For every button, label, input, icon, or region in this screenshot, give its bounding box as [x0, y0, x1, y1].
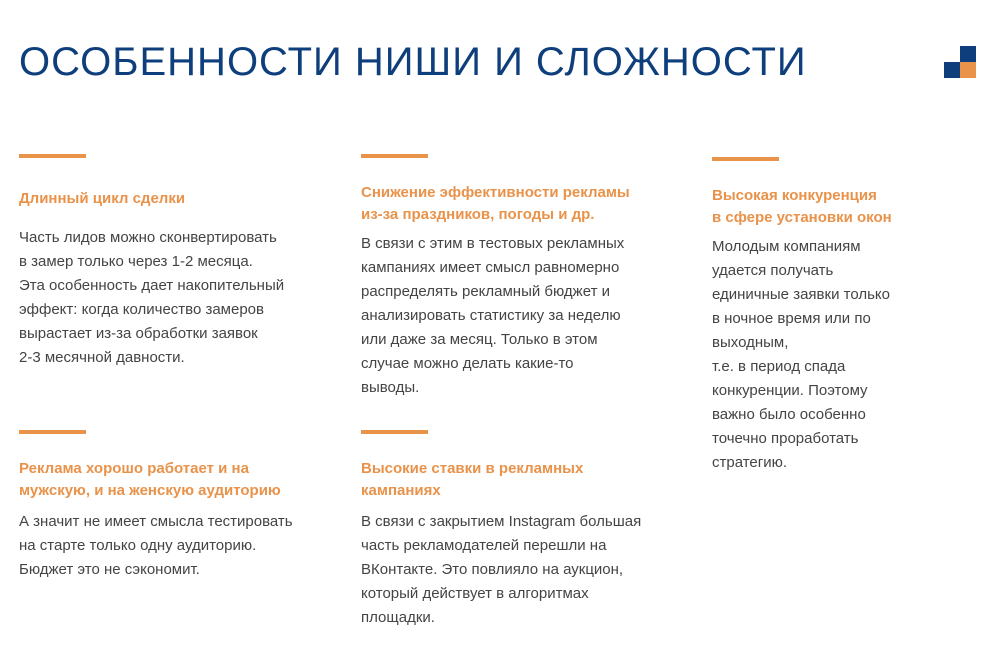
feature-text: Часть лидов можно сконвертировать в замер только через 1-2 месяца. Эта особенность дает накопительный эффект: когда количество замеров вырастает из-за обработки заявок 2-3 месячной давности.	[19, 229, 285, 366]
feature-card-audience	[19, 430, 349, 582]
logo-square-bottom-left	[944, 62, 960, 78]
accent-bar	[19, 154, 86, 158]
brand-squares-icon	[944, 46, 976, 78]
feature-heading: Реклама хорошо работает и на мужскую, и на женскую аудиторию	[19, 460, 281, 499]
feature-text: А значит не имеет смысла тестировать на старте только одну аудиторию. Бюджет это не сэкономит.	[19, 513, 293, 578]
page-title: ОСОБЕННОСТИ НИШИ И СЛОЖНОСТИ	[19, 40, 807, 84]
feature-card-ad-efficiency	[361, 154, 691, 400]
feature-text: В связи с этим в тестовых рекламных кампаниях имеет смысл равномерно распределять рекламный бюджет и анализировать статистику за неделю или даже за месяц. Только в этом случае можно делать какие-то выводы.	[361, 235, 625, 396]
feature-heading: Снижение эффективности рекламы из-за праздников, погоды и др.	[361, 184, 630, 223]
feature-text: Молодым компаниям удается получать единичные заявки только в ночное время или по выходным, т.е. в период спада конкуренции. Поэтому важно было особенно точечно проработать стратегию.	[712, 238, 890, 471]
feature-card-competition	[712, 157, 972, 475]
accent-bar	[712, 157, 779, 161]
feature-card-high-bids	[361, 430, 696, 630]
feature-heading: Высокая конкуренция в сфере установки окон	[712, 187, 892, 226]
logo-square-bottom-right	[960, 62, 976, 78]
feature-heading: Высокие ставки в рекламных кампаниях	[361, 460, 584, 499]
logo-square-top	[960, 46, 976, 62]
accent-bar	[361, 430, 428, 434]
feature-card-long-cycle	[19, 154, 339, 370]
feature-heading: Длинный цикл сделки	[19, 190, 186, 207]
accent-bar	[361, 154, 428, 158]
feature-text: В связи с закрытием Instagram большая часть рекламодателей перешли на ВКонтакте. Это повлияло на аукцион, который действует в алгоритмах площадки.	[361, 513, 642, 626]
accent-bar	[19, 430, 86, 434]
